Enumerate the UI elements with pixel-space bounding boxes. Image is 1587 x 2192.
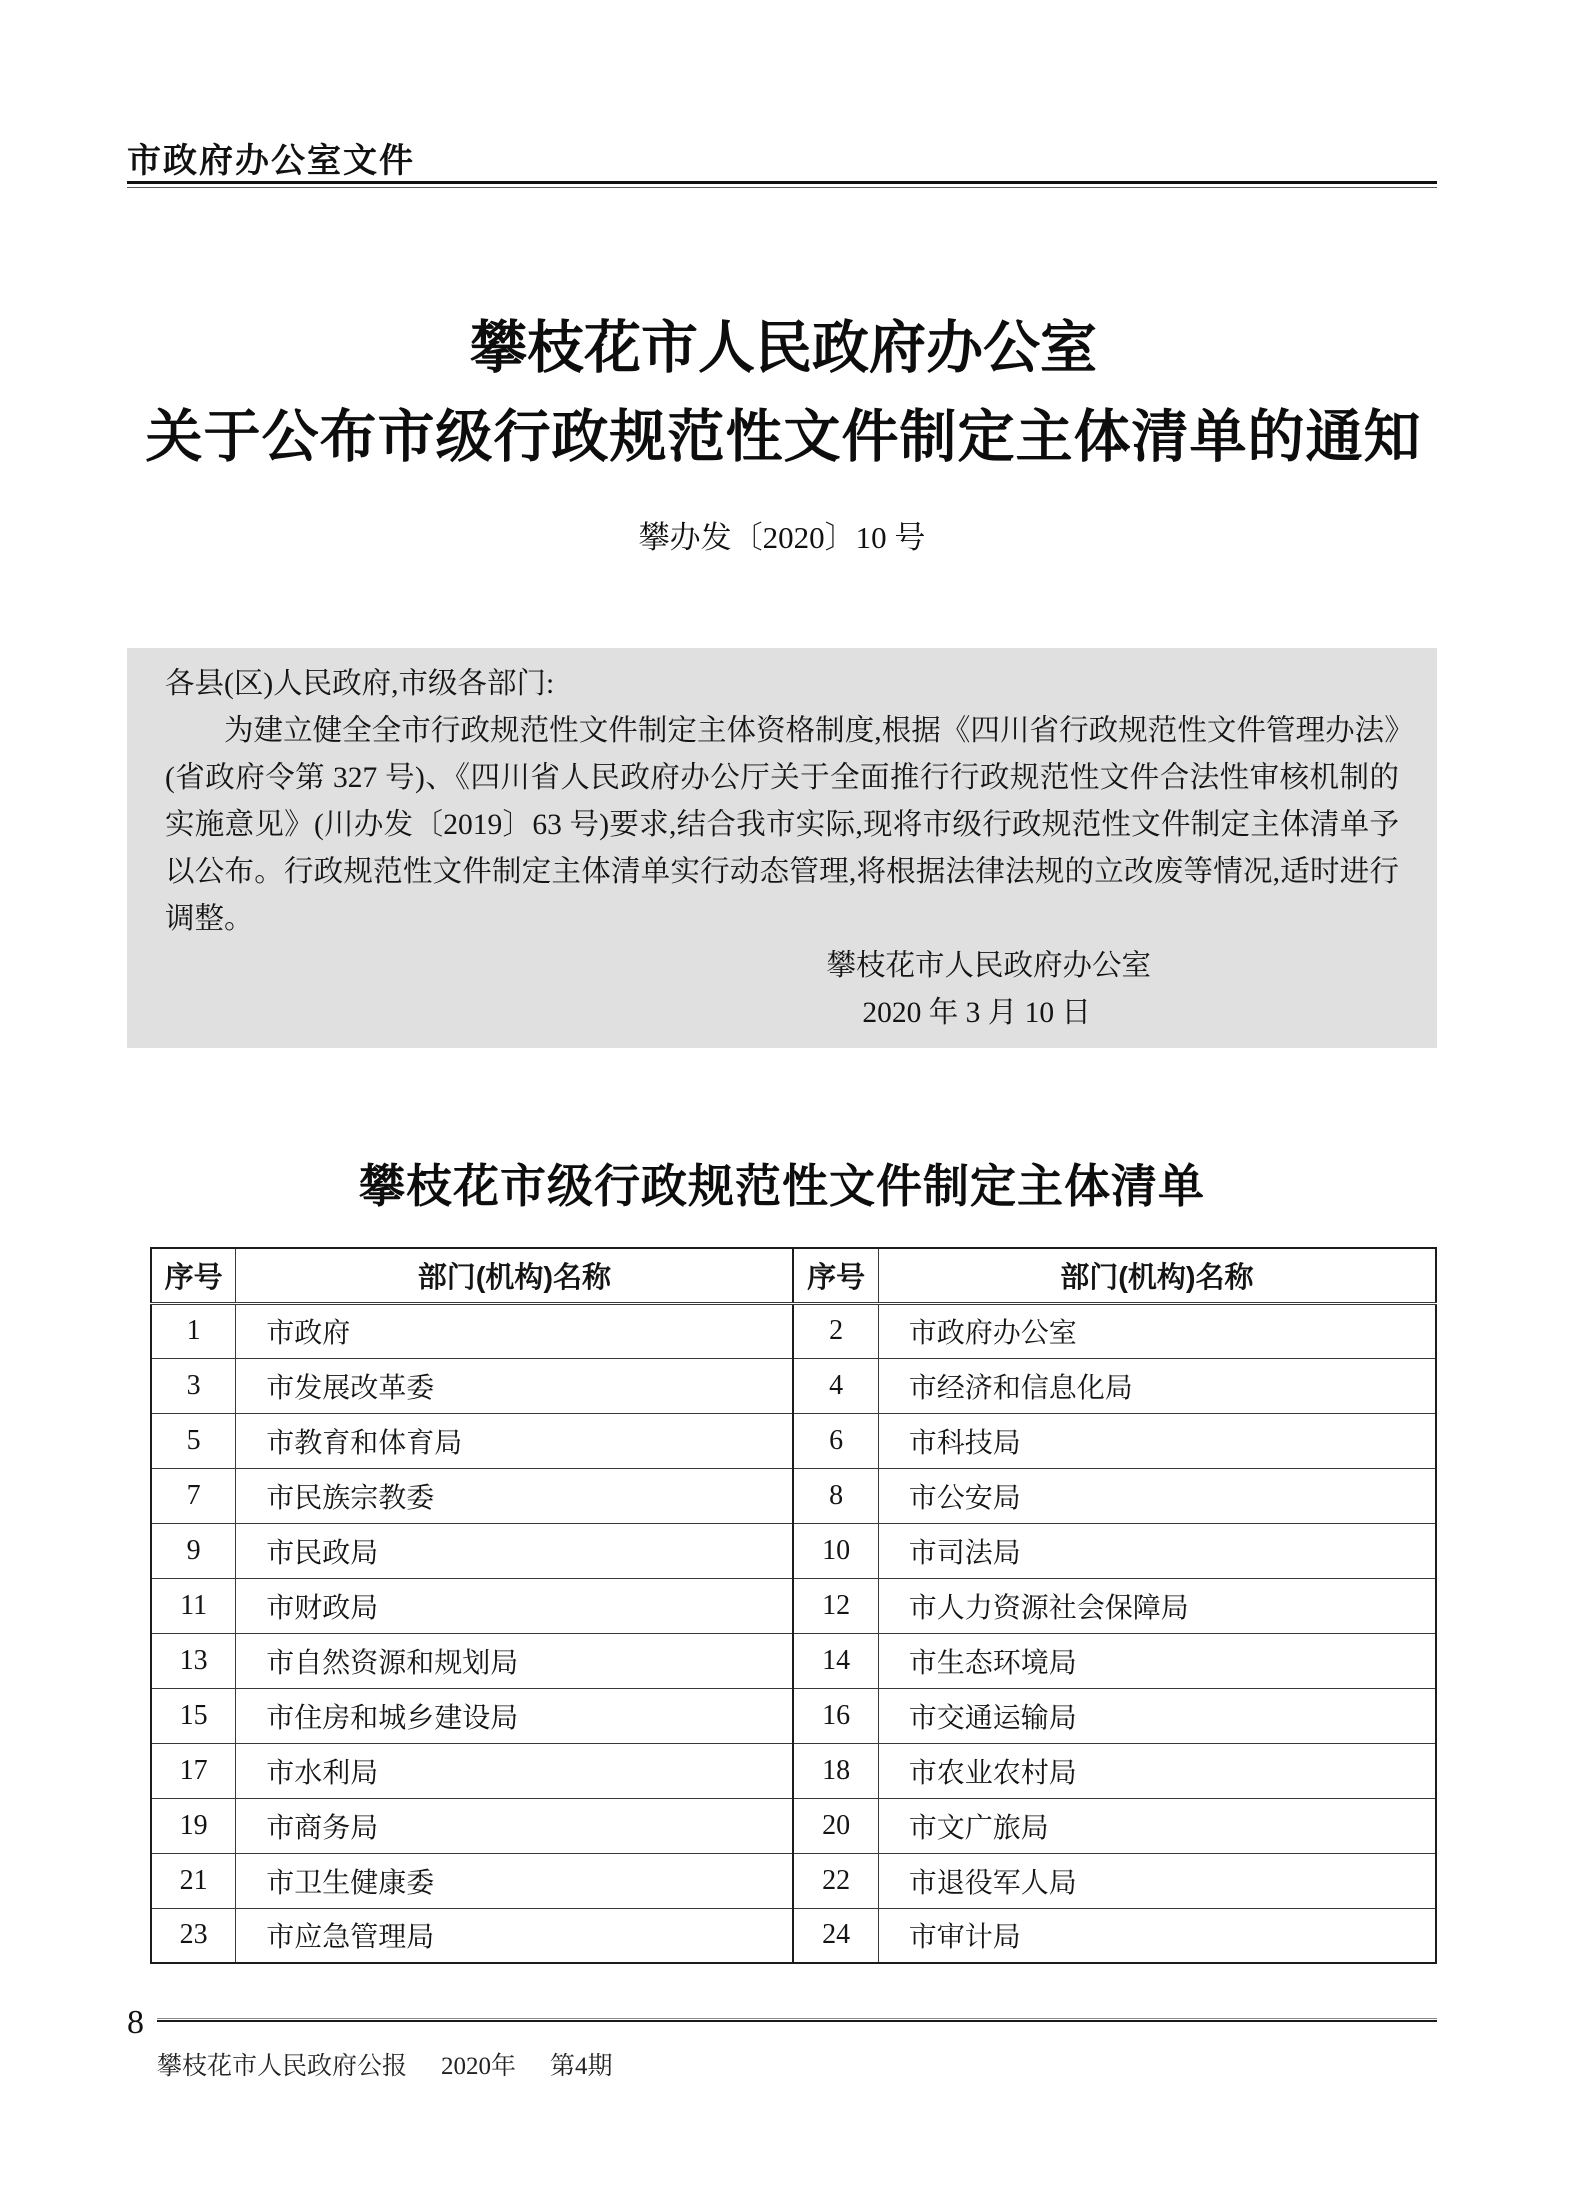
notice-body-paragraph: 为建立健全全市行政规范性文件制定主体资格制度,根据《四川省行政规范性文件管理办法》(省政府令第 327 号)、《四川省人民政府办公厅关于全面推行行政规范性文件合法性审核机制的实施意见》(川办发〔2019〕63 号)要求,结合我市实际,现将市级行政规范性文件制定主体清单予以公布。行政规范性文件制定主体清单实行动态管理,将根据法律法规的立改废等情况,适时进行调整。 xyxy=(165,715,1399,935)
footer-gazette-title: 攀枝花市人民政府公报 xyxy=(157,2053,408,2080)
signature-issuer: 攀枝花市人民政府办公室 xyxy=(826,950,1151,982)
row-index: 24 xyxy=(793,1908,878,1963)
table-row xyxy=(151,1853,1436,1908)
table-row xyxy=(151,1303,1436,1358)
row-index: 8 xyxy=(793,1468,878,1523)
row-index: 20 xyxy=(793,1798,878,1853)
table-row xyxy=(151,1358,1436,1413)
footer-divider-thick-line xyxy=(157,2020,1437,2022)
salutation: 各县(区)人民政府,市级各部门: xyxy=(165,668,555,700)
row-index: 14 xyxy=(793,1633,878,1688)
department-name: 市文广旅局 xyxy=(878,1798,1436,1853)
row-index: 23 xyxy=(151,1908,236,1963)
row-index: 17 xyxy=(151,1743,236,1798)
row-index: 19 xyxy=(151,1798,236,1853)
header-divider xyxy=(127,181,1437,188)
row-index: 3 xyxy=(151,1358,236,1413)
document-title-line-1: 攀枝花市人民政府办公室 xyxy=(470,317,1097,380)
department-name: 市科技局 xyxy=(878,1413,1436,1468)
footer-issue: 第4期 xyxy=(550,2053,613,2080)
department-name: 市生态环境局 xyxy=(878,1633,1436,1688)
row-index: 1 xyxy=(151,1303,236,1358)
department-name: 市应急管理局 xyxy=(236,1908,794,1963)
department-name: 市经济和信息化局 xyxy=(878,1358,1436,1413)
footer-citation xyxy=(157,2046,1437,2082)
table-row xyxy=(151,1578,1436,1633)
row-index: 9 xyxy=(151,1523,236,1578)
col-header-index-left: 序号 xyxy=(151,1248,236,1303)
row-index: 16 xyxy=(793,1688,878,1743)
department-name: 市教育和体育局 xyxy=(236,1413,794,1468)
department-name: 市自然资源和规划局 xyxy=(236,1633,794,1688)
department-name: 市公安局 xyxy=(878,1468,1436,1523)
subject-table-body xyxy=(151,1303,1436,1963)
row-index: 7 xyxy=(151,1468,236,1523)
department-name: 市政府办公室 xyxy=(878,1303,1436,1358)
col-header-name-right: 部门(机构)名称 xyxy=(878,1248,1436,1303)
table-row xyxy=(151,1468,1436,1523)
row-index: 4 xyxy=(793,1358,878,1413)
list-title: 攀枝花市级行政规范性文件制定主体清单 xyxy=(359,1161,1205,1212)
department-name: 市政府 xyxy=(236,1303,794,1358)
department-name: 市人力资源社会保障局 xyxy=(878,1578,1436,1633)
department-name: 市司法局 xyxy=(878,1523,1436,1578)
department-name: 市水利局 xyxy=(236,1743,794,1798)
footer-divider xyxy=(157,2018,1437,2022)
table-row xyxy=(151,1798,1436,1853)
department-name: 市发展改革委 xyxy=(236,1358,794,1413)
table-row xyxy=(151,1743,1436,1798)
table-row xyxy=(151,1523,1436,1578)
table-row xyxy=(151,1908,1436,1963)
department-name: 市交通运输局 xyxy=(878,1688,1436,1743)
table-row xyxy=(151,1633,1436,1688)
row-index: 13 xyxy=(151,1633,236,1688)
row-index: 15 xyxy=(151,1688,236,1743)
document-number: 攀办发〔2020〕10 号 xyxy=(638,520,926,555)
header-divider-thin-line xyxy=(127,187,1437,188)
department-name: 市民族宗教委 xyxy=(236,1468,794,1523)
row-index: 11 xyxy=(151,1578,236,1633)
row-index: 18 xyxy=(793,1743,878,1798)
row-index: 10 xyxy=(793,1523,878,1578)
row-index: 6 xyxy=(793,1413,878,1468)
col-header-index-right: 序号 xyxy=(793,1248,878,1303)
department-name: 市卫生健康委 xyxy=(236,1853,794,1908)
signature-date: 2020 年 3 月 10 日 xyxy=(862,997,1091,1029)
row-index: 2 xyxy=(793,1303,878,1358)
row-index: 22 xyxy=(793,1853,878,1908)
document-title xyxy=(100,317,1467,469)
table-header-row xyxy=(151,1248,1436,1303)
row-index: 21 xyxy=(151,1853,236,1908)
page-number: 8 xyxy=(127,2004,144,2041)
department-name: 市商务局 xyxy=(236,1798,794,1853)
document-title-line-2: 关于公布市级行政规范性文件制定主体清单的通知 xyxy=(145,406,1422,469)
department-name: 市审计局 xyxy=(878,1908,1436,1963)
running-head-label: 市政府办公室文件 xyxy=(127,142,415,180)
subject-list-table xyxy=(150,1247,1437,1964)
col-header-name-left: 部门(机构)名称 xyxy=(236,1248,794,1303)
row-index: 5 xyxy=(151,1413,236,1468)
notice-body-box xyxy=(127,648,1437,1048)
table-row xyxy=(151,1688,1436,1743)
department-name: 市住房和城乡建设局 xyxy=(236,1688,794,1743)
department-name: 市财政局 xyxy=(236,1578,794,1633)
department-name: 市民政局 xyxy=(236,1523,794,1578)
row-index: 12 xyxy=(793,1578,878,1633)
footer-year: 2020年 xyxy=(441,2053,517,2080)
department-name: 市退役军人局 xyxy=(878,1853,1436,1908)
page-footer xyxy=(127,2006,1437,2082)
table-row xyxy=(151,1413,1436,1468)
department-name: 市农业农村局 xyxy=(878,1743,1436,1798)
